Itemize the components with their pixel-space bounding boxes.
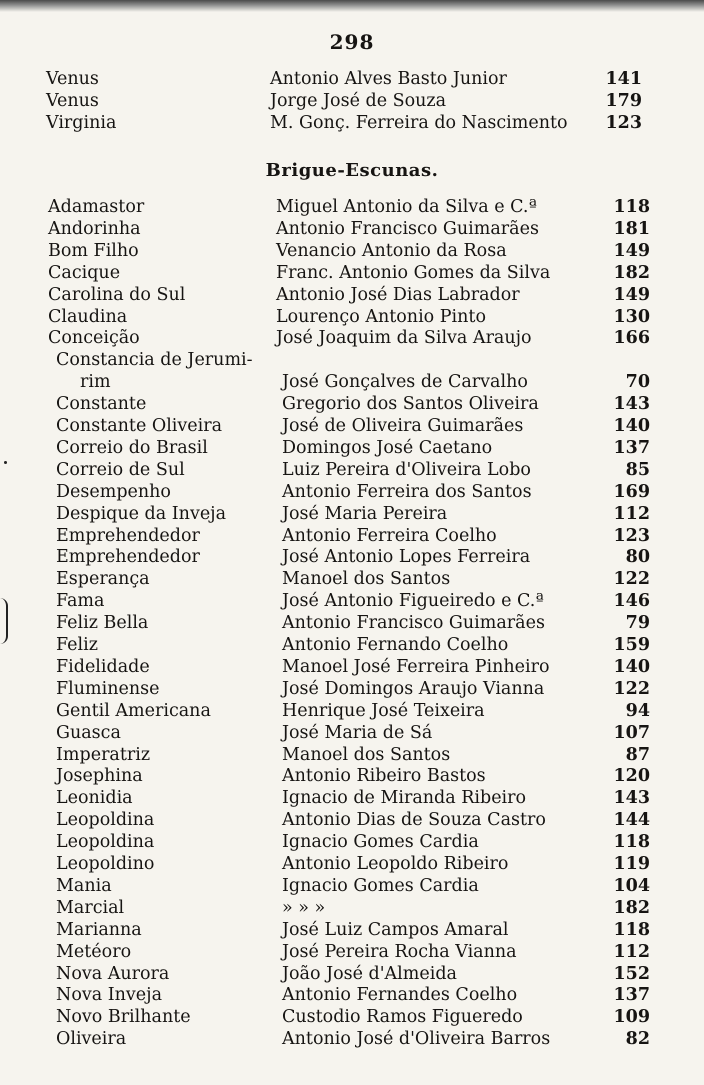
list-item <box>56 656 656 678</box>
owner-name: José Maria de Sá <box>282 722 433 743</box>
owner-name: Luiz Pereira d'Oliveira Lobo <box>282 459 531 480</box>
list-item <box>48 327 648 349</box>
list-item <box>56 831 656 853</box>
list-item <box>48 240 648 262</box>
list-item <box>48 284 648 306</box>
owner-name: Franc. Antonio Gomes da Silva <box>276 262 551 283</box>
list-item <box>56 415 656 437</box>
owner-name: Antonio Alves Basto Junior <box>270 69 507 89</box>
ship-name: Venus <box>46 91 99 111</box>
tonnage-value: 122 <box>613 678 650 699</box>
tonnage-value: 169 <box>613 481 650 502</box>
ship-name: Correio de Sul <box>56 459 185 480</box>
tonnage-value: 143 <box>613 788 650 809</box>
ship-name: Mania <box>56 875 112 896</box>
tonnage-value: 159 <box>613 635 650 655</box>
ship-name: Despique da Inveja <box>56 503 227 524</box>
owner-name: Antonio Fernandes Coelho <box>282 985 518 1006</box>
owner-name: José de Oliveira Guimarães <box>282 416 524 436</box>
list-item <box>48 262 648 284</box>
owner-name: José Luiz Campos Amaral <box>282 919 509 940</box>
owner-name: Ignacio Gomes Cardia <box>282 832 479 853</box>
list-item <box>56 634 656 656</box>
ship-name: Leopoldino <box>56 854 155 874</box>
tonnage-value: 118 <box>613 197 650 217</box>
ship-name: Imperatriz <box>56 744 151 765</box>
margin-bracket-mark <box>0 598 8 644</box>
ship-name: Desempenho <box>56 481 171 502</box>
owner-name: Antonio Fernando Coelho <box>282 635 509 655</box>
list-item <box>56 700 656 722</box>
list-item <box>56 349 656 371</box>
page-number: 298 <box>329 30 375 54</box>
tonnage-value: 87 <box>625 744 650 765</box>
owner-name: » » » <box>282 897 326 918</box>
list-item <box>56 875 656 897</box>
owner-name: João José d'Almeida <box>282 963 457 984</box>
tonnage-value: 179 <box>605 91 642 111</box>
page-top-edge <box>0 0 704 12</box>
ship-name: Esperança <box>56 569 150 590</box>
list-item <box>56 481 656 503</box>
list-item <box>56 678 656 700</box>
owner-name: Antonio Ferreira Coelho <box>282 525 497 546</box>
owner-name: José Antonio Figueiredo e C.ª <box>282 591 544 612</box>
list-item <box>56 722 656 744</box>
ship-name: Constancia de Jerumi- <box>56 350 253 371</box>
list-item <box>56 787 656 809</box>
ship-name: Oliveira <box>56 1029 127 1050</box>
list-item <box>56 765 656 787</box>
ship-name: Nova Inveja <box>56 985 163 1006</box>
tonnage-value: 146 <box>613 591 650 612</box>
ship-name: Novo Brilhante <box>56 1007 191 1028</box>
ship-name: rim <box>80 372 111 393</box>
tonnage-value: 122 <box>613 569 650 590</box>
tonnage-value: 107 <box>613 722 650 743</box>
ship-name: Feliz Bella <box>56 613 149 634</box>
owner-name: Antonio Francisco Guimarães <box>276 218 539 239</box>
list-item <box>56 459 656 481</box>
owner-name: Custodio Ramos Figueredo <box>282 1007 523 1028</box>
margin-ink-dot <box>4 461 7 464</box>
owner-name: Manoel dos Santos <box>282 569 451 590</box>
list-item <box>56 963 656 985</box>
owner-name: Ignacio Gomes Cardia <box>282 875 479 896</box>
ship-name: Gentil Americana <box>56 700 211 721</box>
tonnage-value: 82 <box>625 1029 650 1050</box>
owner-name: Antonio Ribeiro Bastos <box>282 766 486 787</box>
owner-name: Antonio Leopoldo Ribeiro <box>282 854 509 874</box>
owner-name: Antonio Dias de Souza Castro <box>282 810 546 831</box>
ship-name: Fama <box>56 591 105 612</box>
owner-name: Antonio José Dias Labrador <box>276 284 520 305</box>
tonnage-value: 123 <box>605 113 642 133</box>
owner-name: M. Gonç. Ferreira do Nascimento <box>270 113 568 133</box>
ship-name: Venus <box>46 69 99 89</box>
list-item <box>56 393 656 415</box>
tonnage-value: 181 <box>613 218 650 239</box>
tonnage-value: 104 <box>613 875 650 896</box>
ship-name: Fidelidade <box>56 656 150 677</box>
tonnage-value: 130 <box>613 306 650 327</box>
ship-name: Metéoro <box>56 941 132 962</box>
owner-name: Antonio José d'Oliveira Barros <box>282 1029 551 1050</box>
ship-name: Carolina do Sul <box>48 284 186 305</box>
tonnage-value: 166 <box>613 328 650 349</box>
tonnage-value: 70 <box>625 372 650 393</box>
ship-name: Leonidia <box>56 788 133 809</box>
ship-name: Marianna <box>56 919 142 940</box>
list-item <box>56 853 656 875</box>
tonnage-value: 152 <box>613 963 650 984</box>
list-item <box>56 1028 656 1050</box>
tonnage-value: 120 <box>613 766 650 787</box>
ship-name: Marcial <box>56 897 125 918</box>
tonnage-value: 80 <box>625 547 650 568</box>
tonnage-value: 85 <box>625 459 650 480</box>
tonnage-value: 143 <box>613 394 650 415</box>
ship-name: Emprehendedor <box>56 547 200 568</box>
list-item <box>56 590 656 612</box>
owner-name: Henrique José Teixeira <box>282 700 485 721</box>
list-item <box>56 744 656 766</box>
tonnage-value: 119 <box>613 854 650 874</box>
tonnage-value: 140 <box>613 416 650 436</box>
tonnage-value: 112 <box>613 941 650 962</box>
owner-name: José Domingos Araujo Vianna <box>282 678 545 699</box>
tonnage-value: 182 <box>613 897 650 918</box>
list-item <box>56 568 656 590</box>
list-item <box>56 546 656 568</box>
list-item <box>56 1006 656 1028</box>
ship-name: Andorinha <box>48 218 141 239</box>
ship-name: Constante <box>56 394 147 415</box>
owner-name: Antonio Ferreira dos Santos <box>282 481 532 502</box>
tonnage-value: 182 <box>613 262 650 283</box>
tonnage-value: 79 <box>625 613 650 634</box>
owner-name: Antonio Francisco Guimarães <box>282 613 545 634</box>
owner-name: José Joaquim da Silva Araujo <box>276 328 532 349</box>
list-item <box>56 984 656 1006</box>
owner-name: Jorge José de Souza <box>270 91 447 111</box>
section-title: Brigue-Escunas. <box>265 160 439 181</box>
list-item <box>48 218 648 240</box>
tonnage-value: 144 <box>613 810 650 831</box>
ship-name: Emprehendedor <box>56 525 200 546</box>
ship-name: Constante Oliveira <box>56 416 223 436</box>
ship-name: Nova Aurora <box>56 963 170 984</box>
list-item <box>46 90 646 112</box>
owner-name: Manoel José Ferreira Pinheiro <box>282 656 550 677</box>
list-item <box>56 897 656 919</box>
ship-name: Leopoldina <box>56 810 155 831</box>
list-item <box>56 809 656 831</box>
owner-name: Miguel Antonio da Silva e C.ª <box>276 197 537 217</box>
tonnage-value: 109 <box>613 1007 650 1028</box>
owner-name: Manoel dos Santos <box>282 744 451 765</box>
ship-name: Josephina <box>56 766 143 787</box>
owner-name: José Maria Pereira <box>282 503 448 524</box>
list-item <box>56 525 656 547</box>
list-item <box>56 503 656 525</box>
owner-name: Gregorio dos Santos Oliveira <box>282 394 539 415</box>
ship-name: Adamastor <box>48 197 145 217</box>
tonnage-value: 137 <box>613 985 650 1006</box>
ship-name: Claudina <box>48 306 128 327</box>
list-item <box>56 941 656 963</box>
tonnage-value: 137 <box>613 437 650 458</box>
owner-name: José Antonio Lopes Ferreira <box>282 547 531 568</box>
ship-name: Bom Filho <box>48 240 139 261</box>
owner-name: Ignacio de Miranda Ribeiro <box>282 788 527 809</box>
tonnage-value: 149 <box>613 240 650 261</box>
tonnage-value: 118 <box>613 919 650 940</box>
list-item <box>46 68 646 90</box>
ship-name: Leopoldina <box>56 832 155 853</box>
owner-name: Domingos José Caetano <box>282 437 493 458</box>
ship-name: Feliz <box>56 635 98 655</box>
tonnage-value: 140 <box>613 656 650 677</box>
tonnage-value: 112 <box>613 503 650 524</box>
list-item <box>56 612 656 634</box>
list-item <box>48 196 648 218</box>
list-item <box>56 919 656 941</box>
list-item <box>56 371 656 393</box>
tonnage-value: 94 <box>625 700 650 721</box>
ship-name: Virginia <box>46 113 117 133</box>
ship-name: Cacique <box>48 262 121 283</box>
ship-name: Conceição <box>48 328 140 349</box>
owner-name: José Gonçalves de Carvalho <box>282 372 528 393</box>
ship-name: Guasca <box>56 722 121 743</box>
owner-name: Lourenço Antonio Pinto <box>276 306 486 327</box>
list-item <box>48 306 648 328</box>
tonnage-value: 141 <box>605 69 642 89</box>
list-item <box>56 437 656 459</box>
tonnage-value: 118 <box>613 832 650 853</box>
tonnage-value: 123 <box>613 525 650 546</box>
ship-name: Correio do Brasil <box>56 437 208 458</box>
list-item <box>46 112 646 134</box>
owner-name: José Pereira Rocha Vianna <box>282 941 517 962</box>
tonnage-value: 149 <box>613 284 650 305</box>
owner-name: Venancio Antonio da Rosa <box>276 240 507 261</box>
ship-name: Fluminense <box>56 678 160 699</box>
